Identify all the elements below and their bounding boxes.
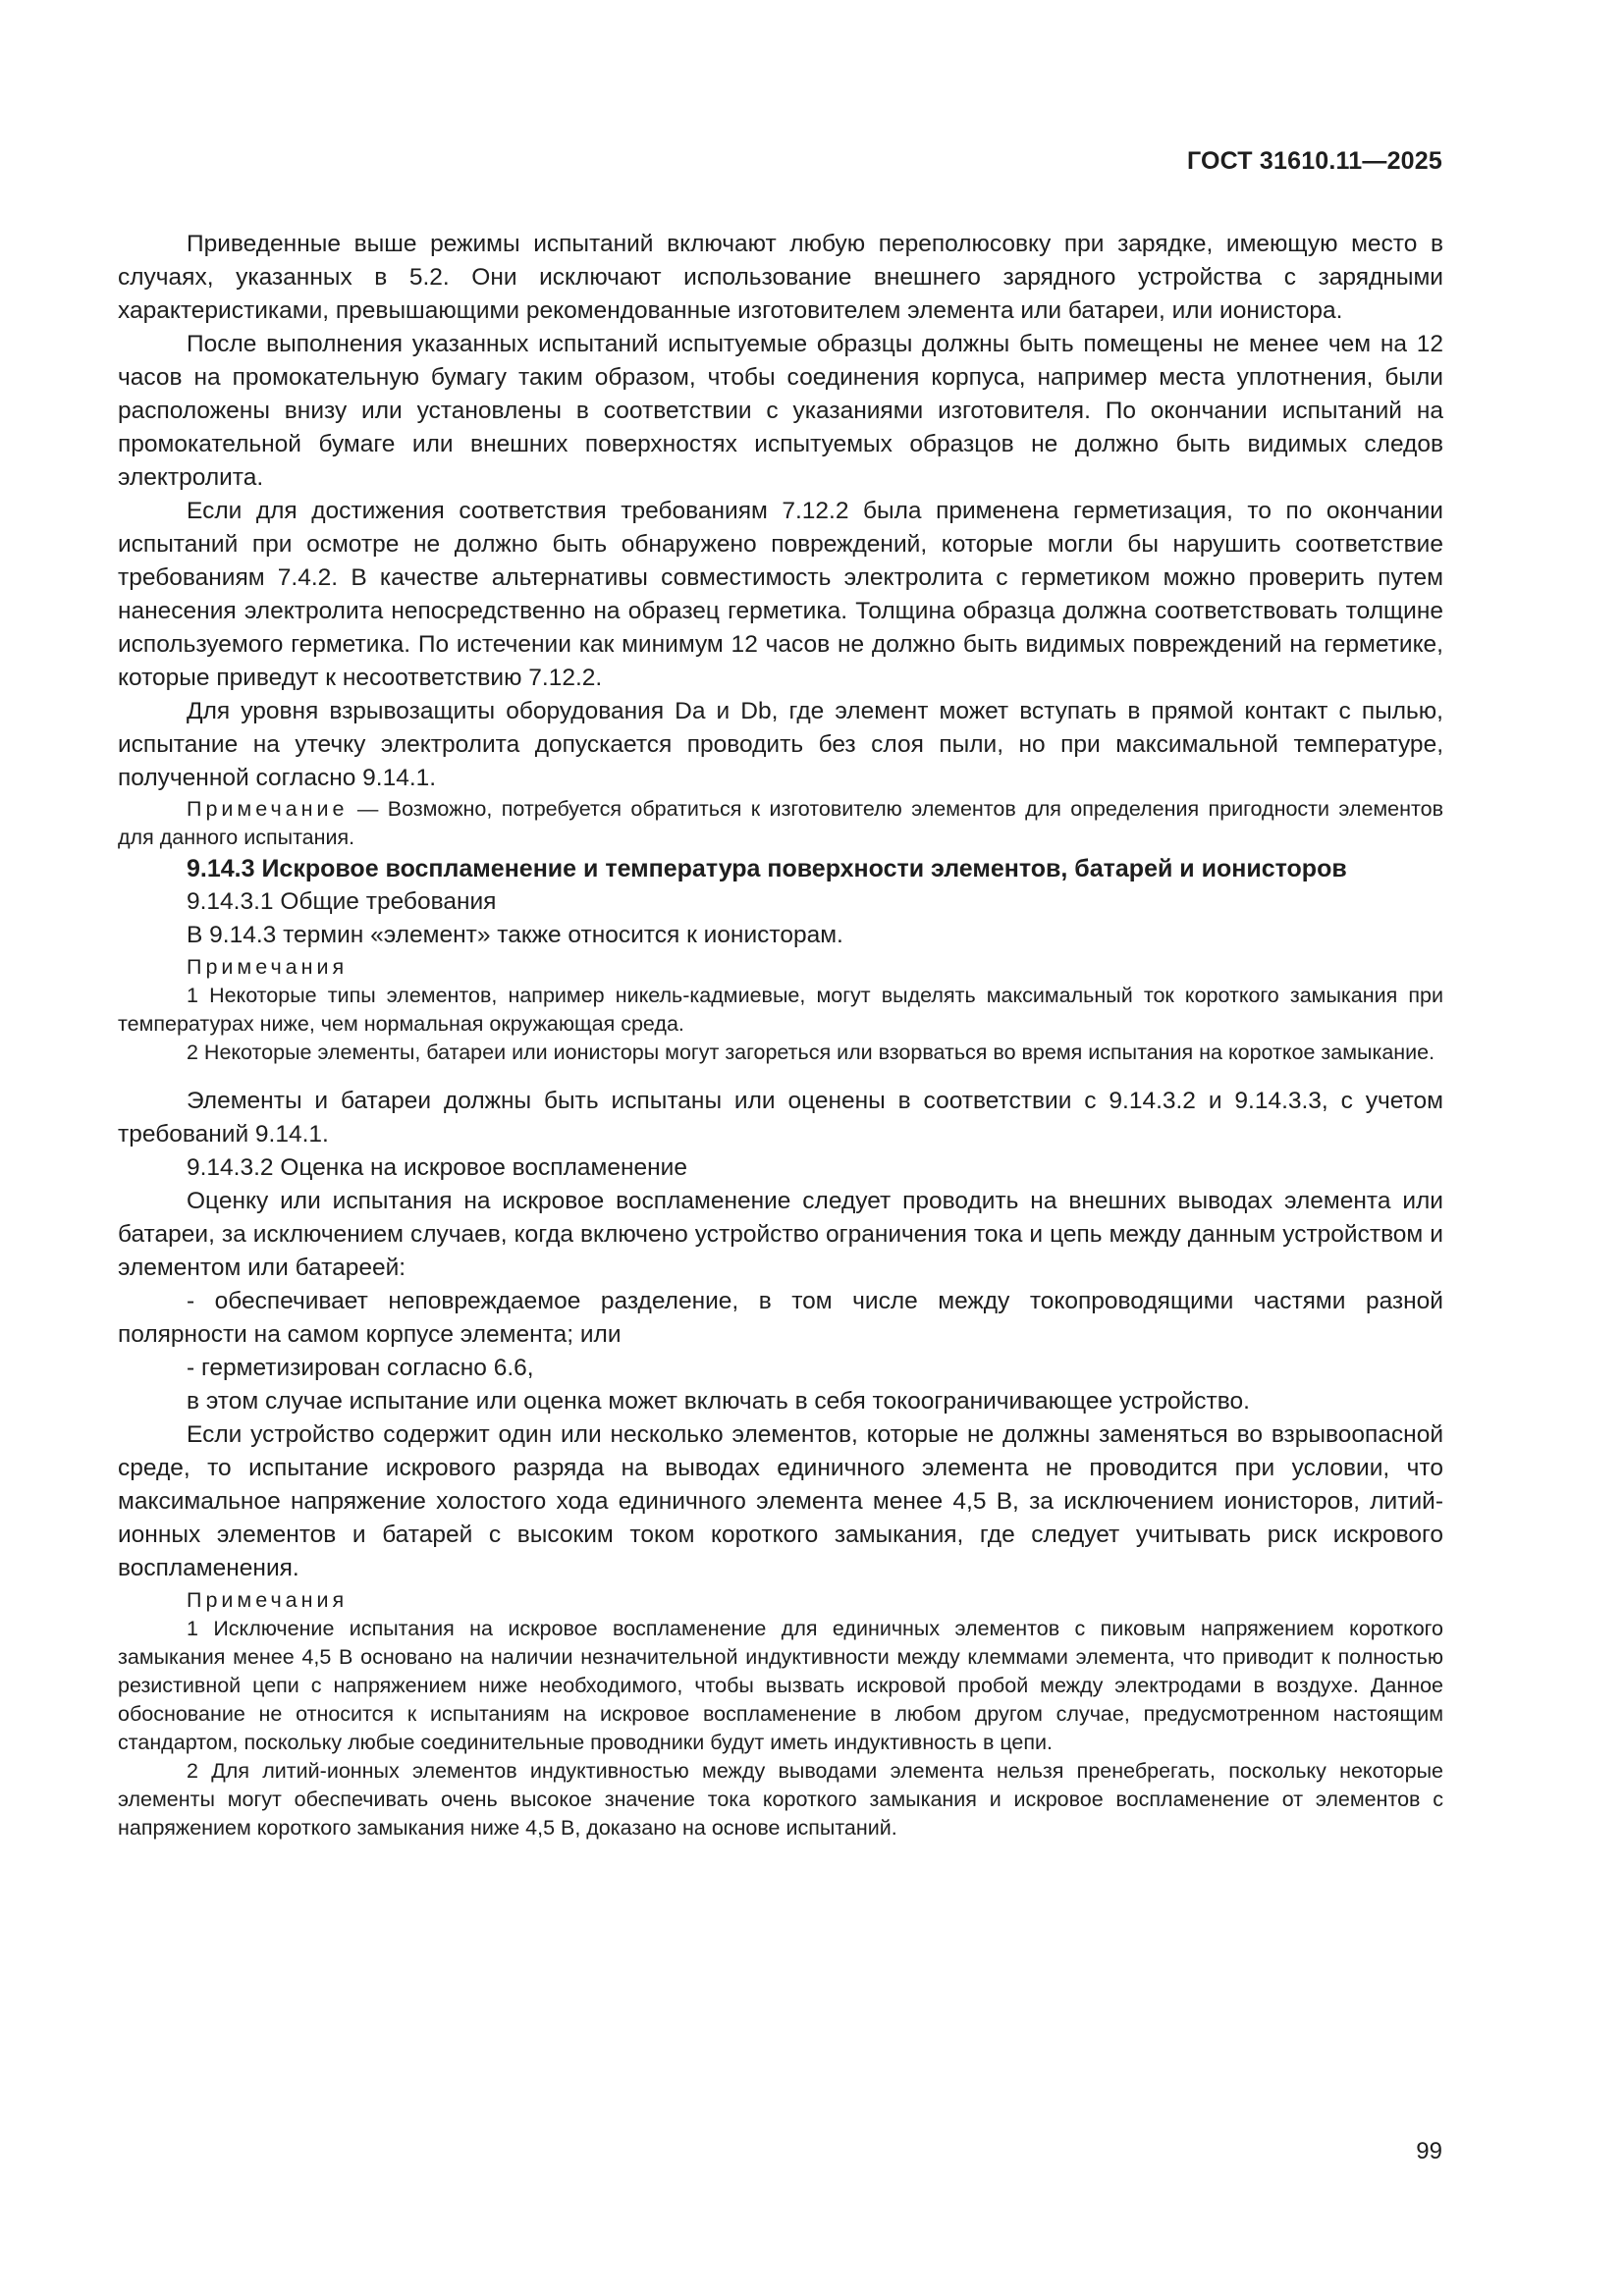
paragraph: Оценку или испытания на искровое воспламенение следует проводить на внешних выводах элемента или батареи, за исключением случаев, когда включено устройство ограничения тока и цепь между данным устройством и элементом или батареей: [118, 1188, 1443, 1281]
section-heading: 9.14.3 Искровое воспламенение и температура поверхности элементов, батарей и ионисторов [187, 855, 1347, 882]
note-item: 1 Исключение испытания на искровое воспламенение для единичных элементов с пиковым напряжением короткого замыкания менее 4,5 В основано на наличии незначительной индуктивности между клеммами элемента, что приводит к полностью резистивной цепи с напряжением ниже необходимого, чтобы вызвать искровой пробой между электродами в воздухе. Данное обоснование не относится к испытаниям на искровое воспламенение в любом другом случае, предусмотренном настоящим стандартом, поскольку любые соединительные проводники будут иметь индуктивность в цепи. [118, 1617, 1443, 1754]
paragraph: Приведенные выше режимы испытаний включают любую переполюсовку при зарядке, имеющую место в случаях, указанных в 5.2. Они исключают использование внешнего зарядного устройства с зарядными характеристиками, превышающими рекомендованные изготовителем элемента или батареи, или ионистора. [118, 231, 1443, 324]
notes-label: Примечания [187, 955, 349, 979]
note-text: — Возможно, потребуется обратиться к изготовителю элементов для определения пригодности элементов для данного испытания. [118, 797, 1443, 849]
paragraph: После выполнения указанных испытаний испытуемые образцы должны быть помещены не менее чем на 12 часов на промокательную бумагу таким образом, чтобы соединения корпуса, например места уплотнения, были расположены внизу или установлены в соответствии с указаниями изготовителя. По окончании испытаний на промокательной бумаге или внешних поверхностях испытуемых образцов не должно быть видимых следов электролита. [118, 331, 1443, 491]
paragraph: Если устройство содержит один или несколько элементов, которые не должны заменяться во взрывоопасной среде, то испытание искрового разряда на выводах единичного элемента не проводится при условии, что максимальное напряжение холостого хода единичного элемента менее 4,5 В, за исключением ионисторов, литий-ионных элементов и батарей с высоким током короткого замыкания, где следует учитывать риск искрового воспламенения. [118, 1421, 1443, 1581]
page-number: 99 [1416, 2138, 1442, 2164]
list-item: - герметизирован согласно 6.6, [187, 1355, 534, 1381]
subsection-title: 9.14.3.1 Общие требования [187, 888, 497, 915]
list-item: - обеспечивает неповреждаемое разделение, в том числе между токопроводящими частями разной полярности на самом корпусе элемента; или [118, 1288, 1443, 1348]
notes-label: Примечания [187, 1588, 349, 1612]
paragraph: В 9.14.3 термин «элемент» также относится к ионисторам. [187, 922, 843, 948]
note-item: 1 Некоторые типы элементов, например никель-кадмиевые, могут выделять максимальный ток короткого замыкания при температурах ниже, чем нормальная окружающая среда. [118, 984, 1443, 1036]
page-content [118, 228, 1443, 1842]
paragraph: в этом случае испытание или оценка может включать в себя токоограничивающее устройство. [187, 1388, 1250, 1415]
subsection-title: 9.14.3.2 Оценка на искровое воспламенение [187, 1154, 687, 1181]
note-label: Примечание [187, 797, 349, 821]
note-item: 2 Некоторые элементы, батареи или ионисторы могут загореться или взорваться во время испытания на короткое замыкание. [187, 1041, 1435, 1064]
paragraph: Для уровня взрывозащиты оборудования Da и Db, где элемент может вступать в прямой контакт с пылью, испытание на утечку электролита допускается проводить без слоя пыли, но при максимальной температуре, полученной согласно 9.14.1. [118, 698, 1443, 791]
paragraph: Если для достижения соответствия требованиям 7.12.2 была применена герметизация, то по окончании испытаний при осмотре не должно быть обнаружено повреждений, которые могли бы нарушить соответствие требованиям 7.4.2. В качестве альтернативы совместимость электролита с герметиком можно проверить путем нанесения электролита непосредственно на образец герметика. Толщина образца должна соответствовать толщине используемого герметика. По истечении как минимум 12 часов не должно быть видимых повреждений на герметике, которые приведут к несоответствию 7.12.2. [118, 498, 1443, 691]
document-id-header: ГОСТ 31610.11—2025 [1186, 147, 1442, 175]
paragraph: Элементы и батареи должны быть испытаны или оценены в соответствии с 9.14.3.2 и 9.14.3.3, с учетом требований 9.14.1. [118, 1088, 1443, 1148]
note-item: 2 Для литий-ионных элементов индуктивностью между выводами элемента нельзя пренебрегать, поскольку некоторые элементы могут обеспечивать очень высокое значение тока короткого замыкания и искровое воспламенение от элементов с напряжением короткого замыкания ниже 4,5 В, доказано на основе испытаний. [118, 1759, 1443, 1840]
note [118, 795, 1443, 852]
